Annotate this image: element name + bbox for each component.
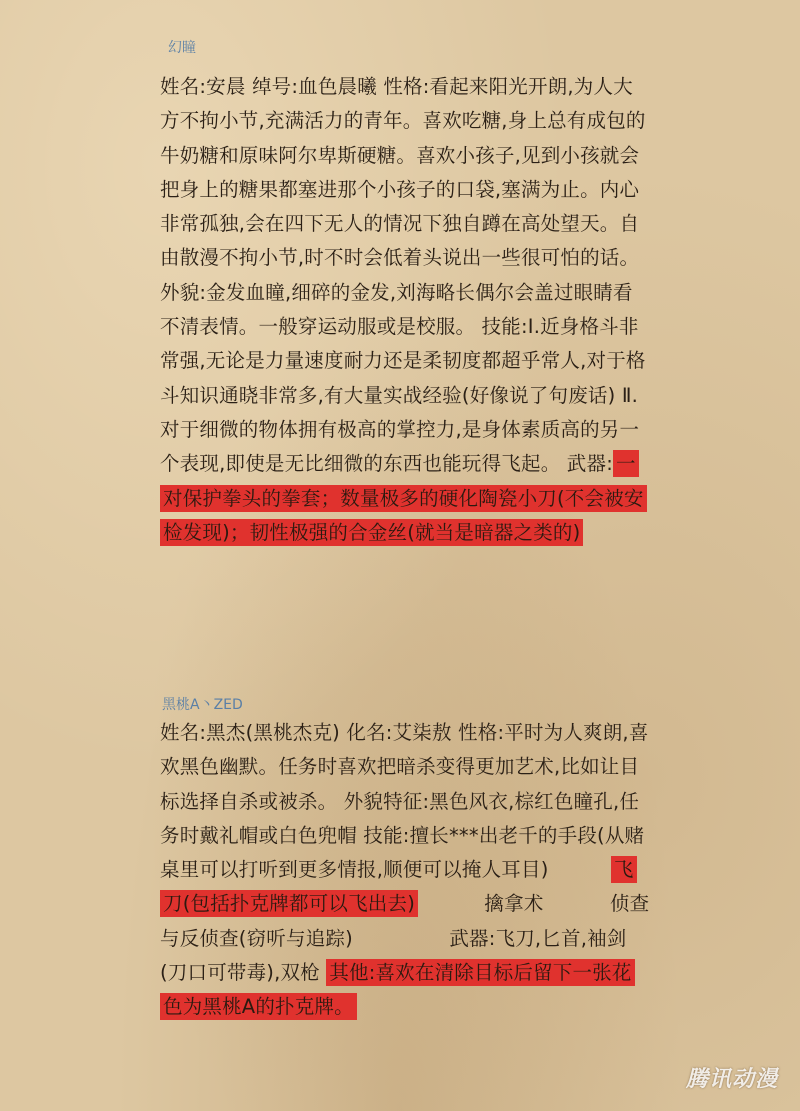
card-2-weapons-text: 武器:飞刀,匕首,袖剑(刀口可带毒),双枪 [160,926,627,985]
card-2-skill-highlight: 飞刀(包括扑克牌都可以飞出去) [160,856,637,917]
card-1-body-text: 姓名:安晨 绰号:血色晨曦 性格:看起来阳光开朗,为人大方不拘小节,充满活力的青年。喜欢吃糖,身上总有成包的牛奶糖和原味阿尔卑斯硬糖。喜欢小孩子,见到小孩就会把身上的糖果都塞进那个小孩子的口袋,塞满为止。内心非常孤独,会在四下无人的情况下独自蹲在高处望天。自由散漫不拘小节,时不时会低着头说出一些很可怕的话。 外貌:金发血瞳,细碎的金发,刘海略长偶尔会盖过眼睛看不清表情。一般穿运动服或是校服。 技能:Ⅰ.近身格斗非常强,无论是力量速度耐力还是柔韧度都超乎常人,对于格斗知识通晓非常多,有大量实战经验(好像说了句废话) Ⅱ.对于细微的物体拥有极高的掌控力,是身体素质高的另一个表现,即使是无比细微的东西也能玩得飞起。 武器: [160,75,646,476]
card-2-skill-grapple: 擒拿术 [484,892,544,916]
author-label-1: 幻瞳 [168,40,196,56]
card-2-other-highlight: 其他:喜欢在清除目标后留下一张花色为黑桃A的扑克牌。 [160,959,635,1020]
card-2-body-text: 姓名:黑杰(黑桃杰克) 化名:艾柒敖 性格:平时为人爽朗,喜欢黑色幽默。任务时喜欢把暗杀变得更加艺术,比如让目标选择自杀或被杀。 外貌特征:黑色风衣,棕红色瞳孔,任务时戴礼帽或白色兜帽 技能:擅长***出老千的手段(从赌桌里可以打听到更多情报,顺便可以掩人耳目) [160,721,649,882]
card-2-skill-recon: 侦查与反侦查(窃听与追踪) [160,892,650,950]
card-1-weapon-highlight: 一对保护拳头的拳套；数量极多的硬化陶瓷小刀(不会被安检发现)；韧性极强的合金丝(就当是暗器之类的) [160,450,647,546]
watermark-logo: 腾讯动漫 [685,1067,778,1092]
character-card-1 [160,70,650,550]
author-label-2: 黑桃A丶ZED [162,697,243,713]
character-card-2 [160,716,650,1025]
